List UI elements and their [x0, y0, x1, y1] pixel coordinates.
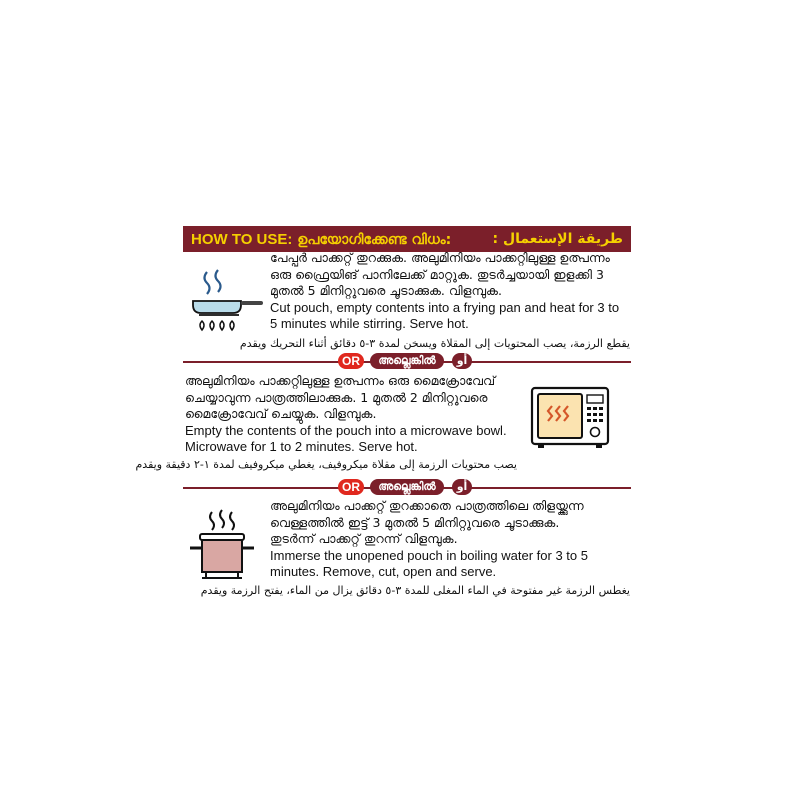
- section2-en-line: Empty the contents of the pouch into a microwave bowl.: [185, 422, 507, 438]
- section1-ml-line: പേപ്പർ പാക്കറ്റ് തുറക്കുക. അലുമിനിയം പാക്കറ്റിലുള്ള ഉത്പന്നം: [270, 250, 610, 265]
- or-pill: OR: [338, 353, 364, 369]
- boiling-pot-icon: [188, 508, 256, 584]
- or-pill-ar: أو: [452, 353, 472, 369]
- header-title-ml: ഉപയോഗിക്കേണ്ട വിധം:: [297, 231, 452, 248]
- section2-ml-line: ചെയ്യാവുന്ന പാത്രത്തിലാക്കുക. 1 മുതൽ 2 മിനിറ്റുവരെ: [185, 389, 488, 405]
- section2-en-line: Microwave for 1 to 2 minutes. Serve hot.: [185, 439, 418, 454]
- section3-en-line: minutes. Remove, cut, open and serve.: [270, 564, 497, 579]
- section2-ar-line: يصب محتويات الرزمة إلى مقلاة ميكروفيف، يغطي ميكروفيف لمدة ١-٢ دقيقة ويقدم: [135, 458, 517, 471]
- section2-ml-line: മൈക്രോവേവ് ചെയ്യുക. വിളമ്പുക.: [185, 406, 377, 421]
- section3-ml-line: വെള്ളത്തിൽ ഇട്ട് 3 മുതൽ 5 മിനിറ്റുവരെ ചൂടാക്കുക.: [270, 514, 560, 530]
- or-pill-ml: അല്ലെങ്കിൽ: [370, 353, 444, 369]
- section2-ml-line: അലുമിനിയം പാക്കറ്റിലുള്ള ഉത്പന്നം ഒരു മൈക്രോവേവ്: [185, 373, 496, 388]
- or-pill-ar: أو: [452, 479, 472, 495]
- section3-en-line: Immerse the unopened pouch in boiling water for 3 to 5: [270, 547, 588, 563]
- section3-ml-line: അലുമിനിയം പാക്കറ്റ് തുറക്കാതെ പാത്രത്തിലെ തിളയ്ക്കുന്ന: [270, 498, 584, 513]
- section1-en-line: 5 minutes while stirring. Serve hot.: [270, 316, 469, 331]
- header-title-ar: طريقة الإستعمال :: [492, 231, 623, 247]
- section1-text: [270, 250, 619, 333]
- section3-ar-line: يغطس الرزمة غير مفتوحة في الماء المغلى للمدة ٣-٥ دقائق يزال من الماء، يفتح الرزمة ويقدم: [200, 584, 630, 597]
- section1-ml-line: ഒരു ഫ്രൈയിങ് പാനിലേക്ക് മാറ്റുക. തുടർച്ചയായി ഇളക്കി 3: [270, 266, 604, 282]
- section3-ml-line: തുടർന്ന് പാക്കറ്റ് തുറന്ന് വിളമ്പുക.: [270, 531, 458, 546]
- section1-en-line: Cut pouch, empty contents into a frying pan and heat for 3 to: [270, 299, 620, 315]
- or-pill: OR: [338, 479, 364, 495]
- section3-text: [270, 498, 588, 581]
- header-title: [191, 231, 451, 248]
- header-title-en: HOW TO USE:: [191, 230, 293, 248]
- section2-text: [185, 373, 507, 456]
- how-to-use-header: [183, 226, 631, 252]
- microwave-oven-icon: [530, 386, 610, 450]
- or-pill-ml: അല്ലെങ്കിൽ: [370, 479, 444, 495]
- frying-pan-on-burner-icon: [185, 268, 265, 334]
- section1-ml-line: മുതൽ 5 മിനിറ്റുവരെ ചൂടാക്കുക. വിളമ്പുക.: [270, 283, 502, 298]
- section1-ar-line: يقطع الرزمة، يصب المحتويات إلى المقلاة ويسخن لمدة ٣-٥ دقائق أثناء التحريك ويقدم: [239, 337, 630, 350]
